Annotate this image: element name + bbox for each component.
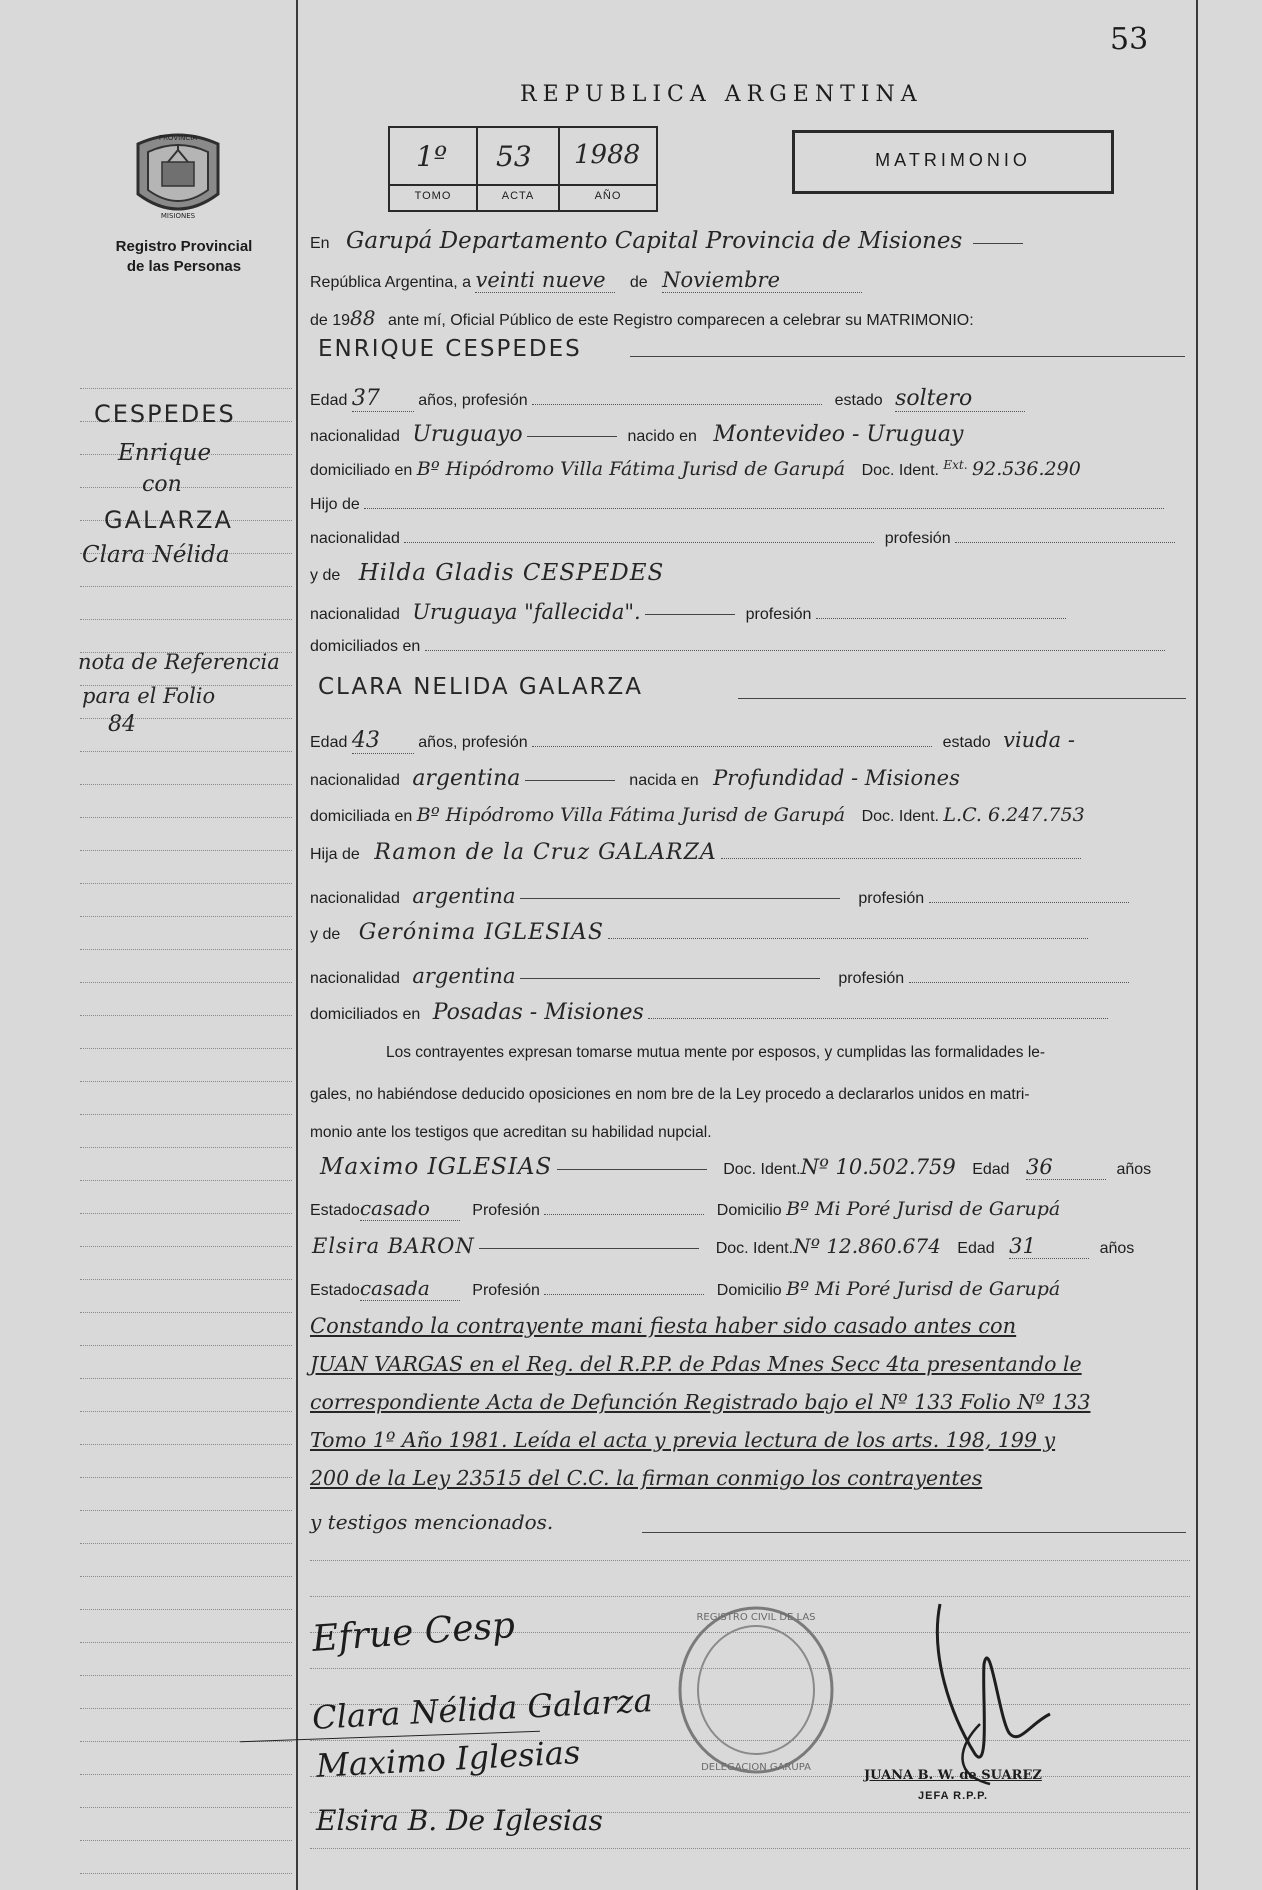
seal-text-top: PROVINCIA (158, 134, 198, 142)
margin-rule-line (80, 1312, 292, 1313)
year-value: 88 (350, 306, 376, 330)
margin-rule-line (80, 1477, 292, 1478)
witness1-estado: casado (360, 1196, 460, 1221)
body-rule-line (310, 1560, 1190, 1561)
bride-parents-address: Posadas - Misiones (432, 1000, 644, 1025)
margin-rule-line (80, 1774, 292, 1775)
groom-father-nat-row: nacionalidad profesión (310, 530, 1175, 548)
province-seal-icon (128, 124, 228, 228)
registry-line-1: Registro Provincial (115, 238, 253, 255)
bride-father-nat-row: nacionalidad argentina profesión (310, 884, 1129, 908)
margin-name1-given: Enrique (118, 440, 212, 466)
notes-line5: 200 de la Ley 23515 del C.C. la firman conmigo los contrayentes (310, 1466, 983, 1490)
record-type: MATRIMONIO (875, 150, 1031, 170)
witness1-details-row: Estadocasado Profesión Domicilio Bº Mi Poré Jurisd de Garupá (310, 1196, 1061, 1220)
margin-rule-line (80, 817, 292, 818)
margin-note-line1: nota de Referencia (78, 650, 280, 674)
record-type-box (792, 130, 1114, 194)
notes-line3: correspondiente Acta de Defunción Registrado bajo el Nº 133 Folio Nº 133 (310, 1390, 1091, 1414)
margin-note-line3: 84 (108, 712, 136, 737)
intro-statement-row (310, 306, 974, 330)
bride-parents-address-row: domiciliados en Posadas - Misiones (310, 1000, 1108, 1025)
margin-rule-line (80, 1213, 292, 1214)
witness1-address: Bº Mi Poré Jurisd de Garupá (786, 1198, 1061, 1220)
groom-nationality-row: nacionalidad Uruguayo nacido en Montevideo - Uruguay (310, 422, 964, 447)
witness1-row: Maximo IGLESIAS Doc. Ident.Nº 10.502.759 Edad 36 años (320, 1154, 1152, 1180)
right-rule (1196, 0, 1198, 1890)
groom-mother-nationality: Uruguaya "fallecida". (412, 600, 641, 624)
groom-doc: 92.536.290 (972, 458, 1081, 480)
margin-rule-line (80, 850, 292, 851)
bride-nationality: argentina (412, 766, 521, 791)
groom-mother-row: y de Hilda Gladis CESPEDES (310, 560, 665, 586)
notes-line1: Constando la contrayente mani fiesta haber sido casado antes con (310, 1314, 1017, 1338)
month-value: Noviembre (662, 268, 862, 293)
notes-line2: JUAN VARGAS en el Reg. del R.P.P. de Pdas Mnes Secc 4ta presentando le (310, 1352, 1082, 1376)
margin-rule-line (80, 1609, 292, 1610)
de-label: de (629, 274, 648, 291)
bride-name: CLARA NELIDA GALARZA (318, 674, 644, 700)
declaration-line3: monio ante los testigos que acreditan su habilidad nupcial. (310, 1124, 712, 1141)
acta-value: 53 (496, 140, 532, 173)
groom-mother-nat-row: nacionalidad Uruguaya "fallecida". profesión (310, 600, 1066, 624)
margin-rule-line (80, 1048, 292, 1049)
margin-rule-line (80, 586, 292, 587)
margin-rule-line (80, 1708, 292, 1709)
margin-rule-line (80, 1543, 292, 1544)
bride-birthplace: Profundidad - Misiones (713, 766, 960, 790)
margin-rule-line (80, 487, 292, 488)
margin-rule-line (80, 1411, 292, 1412)
groom-birthplace: Montevideo - Uruguay (713, 422, 964, 447)
registry-stamp-icon (676, 1604, 836, 1776)
witness1-name: Maximo IGLESIAS (320, 1154, 553, 1180)
witness2-estado: casada (360, 1276, 460, 1301)
witness2-age: 31 (1009, 1234, 1089, 1259)
margin-rule-line (80, 751, 292, 752)
margin-rule-line (80, 1147, 292, 1148)
bride-mother: Gerónima IGLESIAS (358, 920, 604, 945)
bride-mother-nationality: argentina (412, 964, 516, 988)
margin-rule-line (80, 1279, 292, 1280)
registry-line-2: de las Personas (126, 258, 242, 275)
margin-rule (296, 0, 298, 1890)
intro-date-row (310, 268, 862, 293)
groom-father-row: Hijo de (310, 494, 1164, 514)
bride-signature: Clara Nélida Galarza (311, 1681, 654, 1737)
margin-rule-line (80, 916, 292, 917)
day-value: veinti nueve (475, 268, 615, 293)
bride-nationality-row: nacionalidad argentina nacida en Profundidad - Misiones (310, 766, 960, 791)
groom-name: ENRIQUE CESPEDES (318, 336, 582, 362)
official-title: JEFA R.P.P. (918, 1790, 989, 1802)
witness2-signature: Elsira B. De Iglesias (316, 1804, 603, 1837)
margin-rule-line (80, 883, 292, 884)
margin-rule-line (80, 1675, 292, 1676)
margin-rule-line (80, 1180, 292, 1181)
page-number: 53 (1110, 22, 1149, 57)
bride-age: 43 (352, 728, 414, 754)
country-header: REPUBLICA ARGENTINA (520, 82, 923, 107)
margin-rule-line (80, 784, 292, 785)
bride-mother-nat-row: nacionalidad argentina profesión (310, 964, 1129, 988)
witness1-doc: Nº 10.502.759 (800, 1155, 956, 1179)
margin-rule-line (80, 1444, 292, 1445)
bride-age-row: Edad 43 años, profesión estado viuda - (310, 728, 1075, 753)
official-name: JUANA B. W. de SUAREZ (864, 1768, 1042, 1783)
intro-place-row (310, 228, 1023, 254)
bride-father-nationality: argentina (412, 884, 516, 908)
witness1-signature: Maximo Iglesias (315, 1733, 582, 1785)
margin-rule-line (80, 1576, 292, 1577)
bride-address-row: domiciliada en Bº Hipódromo Villa Fátima Jurisd de Garupá Doc. Ident. L.C. 6.247.753 (310, 804, 1085, 826)
acta-label: ACTA (501, 190, 535, 202)
margin-name1-surname: CESPEDES (94, 400, 236, 428)
groom-nationality: Uruguayo (412, 422, 523, 447)
declaration-line1: Los contrayentes expresan tomarse mutua mente por esposos, y cumplidas las formalidades le- (386, 1044, 1046, 1061)
seal-text-bottom: MISIONES (160, 212, 196, 220)
tomo-value: 1º (416, 140, 447, 173)
groom-estado: soltero (895, 386, 1025, 412)
witness2-details-row: Estadocasada Profesión Domicilio Bº Mi Poré Jurisd de Garupá (310, 1276, 1061, 1300)
bride-estado: viuda - (1003, 728, 1075, 752)
margin-rule-line (80, 1114, 292, 1115)
anio-label: AÑO (594, 190, 622, 202)
anio-value: 1988 (574, 140, 641, 170)
tomo-label: TOMO (414, 190, 452, 202)
groom-parents-address-row: domiciliados en (310, 636, 1165, 656)
groom-address: Bº Hipódromo Villa Fátima Jurisd de Garupá (416, 458, 846, 480)
place-value: Garupá Departamento Capital Provincia de Misiones (346, 228, 963, 254)
margin-note-line2: para el Folio (82, 684, 216, 708)
margin-connector: con (142, 472, 182, 497)
margin-rule-line (80, 1873, 292, 1874)
margin-rule-line (80, 1807, 292, 1808)
margin-name2-given: Clara Nélida (82, 542, 230, 568)
margin-rule-line (80, 1246, 292, 1247)
witness2-address: Bº Mi Poré Jurisd de Garupá (786, 1278, 1061, 1300)
margin-rule-line (80, 1081, 292, 1082)
witness2-doc: Nº 12.860.674 (793, 1234, 941, 1258)
bride-father-row: Hija de Ramon de la Cruz GALARZA (310, 840, 1081, 865)
notes-line6: y testigos mencionados. (310, 1510, 554, 1534)
witness2-row: Elsira BARON Doc. Ident.Nº 12.860.674 Edad 31 años (312, 1234, 1135, 1258)
margin-rule-line (80, 1642, 292, 1643)
body-rule-line (310, 1848, 1190, 1849)
margin-rule-line (80, 619, 292, 620)
notes-line4: Tomo 1º Año 1981. Leída el acta y previa lectura de los arts. 198, 199 y (310, 1428, 1056, 1452)
margin-rule-line (80, 982, 292, 983)
bride-mother-row: y de Gerónima IGLESIAS (310, 920, 1088, 945)
witness1-age: 36 (1026, 1155, 1106, 1180)
margin-rule-line (80, 1378, 292, 1379)
stamp-text-bottom: DELEGACION GARUPA (701, 1762, 811, 1773)
en-label: En (310, 235, 330, 252)
statement-text: ante mí, Oficial Público de este Registro comparecen a celebrar su MATRIMONIO: (387, 312, 974, 329)
bride-father: Ramon de la Cruz GALARZA (374, 840, 717, 865)
margin-rule-line (80, 1840, 292, 1841)
groom-age-row: Edad 37 años, profesión estado soltero (310, 386, 1025, 412)
groom-address-row: domiciliado en Bº Hipódromo Villa Fátima Jurisd de Garupá Doc. Ident. $^{Ext.}$ 92.536.290 (310, 458, 1081, 480)
margin-rule-line (80, 1510, 292, 1511)
margin-rule-line (80, 1345, 292, 1346)
bride-doc: L.C. 6.247.753 (943, 804, 1085, 826)
republic-label: República Argentina, a (310, 274, 471, 291)
groom-mother: Hilda Gladis CESPEDES (358, 560, 665, 586)
declaration-line2: gales, no habiéndose deducido oposiciones en nom bre de la Ley procedo a declararlos unidos en matri- (310, 1086, 1030, 1103)
margin-name2-surname: GALARZA (104, 506, 233, 534)
groom-signature: Efrue Cesp (310, 1604, 517, 1661)
margin-rule-line (80, 1015, 292, 1016)
margin-rule-line (80, 388, 292, 389)
year-label: de 19 (310, 312, 351, 329)
record-number-box (388, 126, 658, 212)
margin-rule-line (80, 949, 292, 950)
stamp-text-top: REGISTRO CIVIL DE LAS (696, 1612, 816, 1623)
bride-address: Bº Hipódromo Villa Fátima Jurisd de Garupá (416, 804, 846, 826)
witness2-name: Elsira BARON (312, 1234, 475, 1258)
groom-age: 37 (352, 386, 414, 412)
